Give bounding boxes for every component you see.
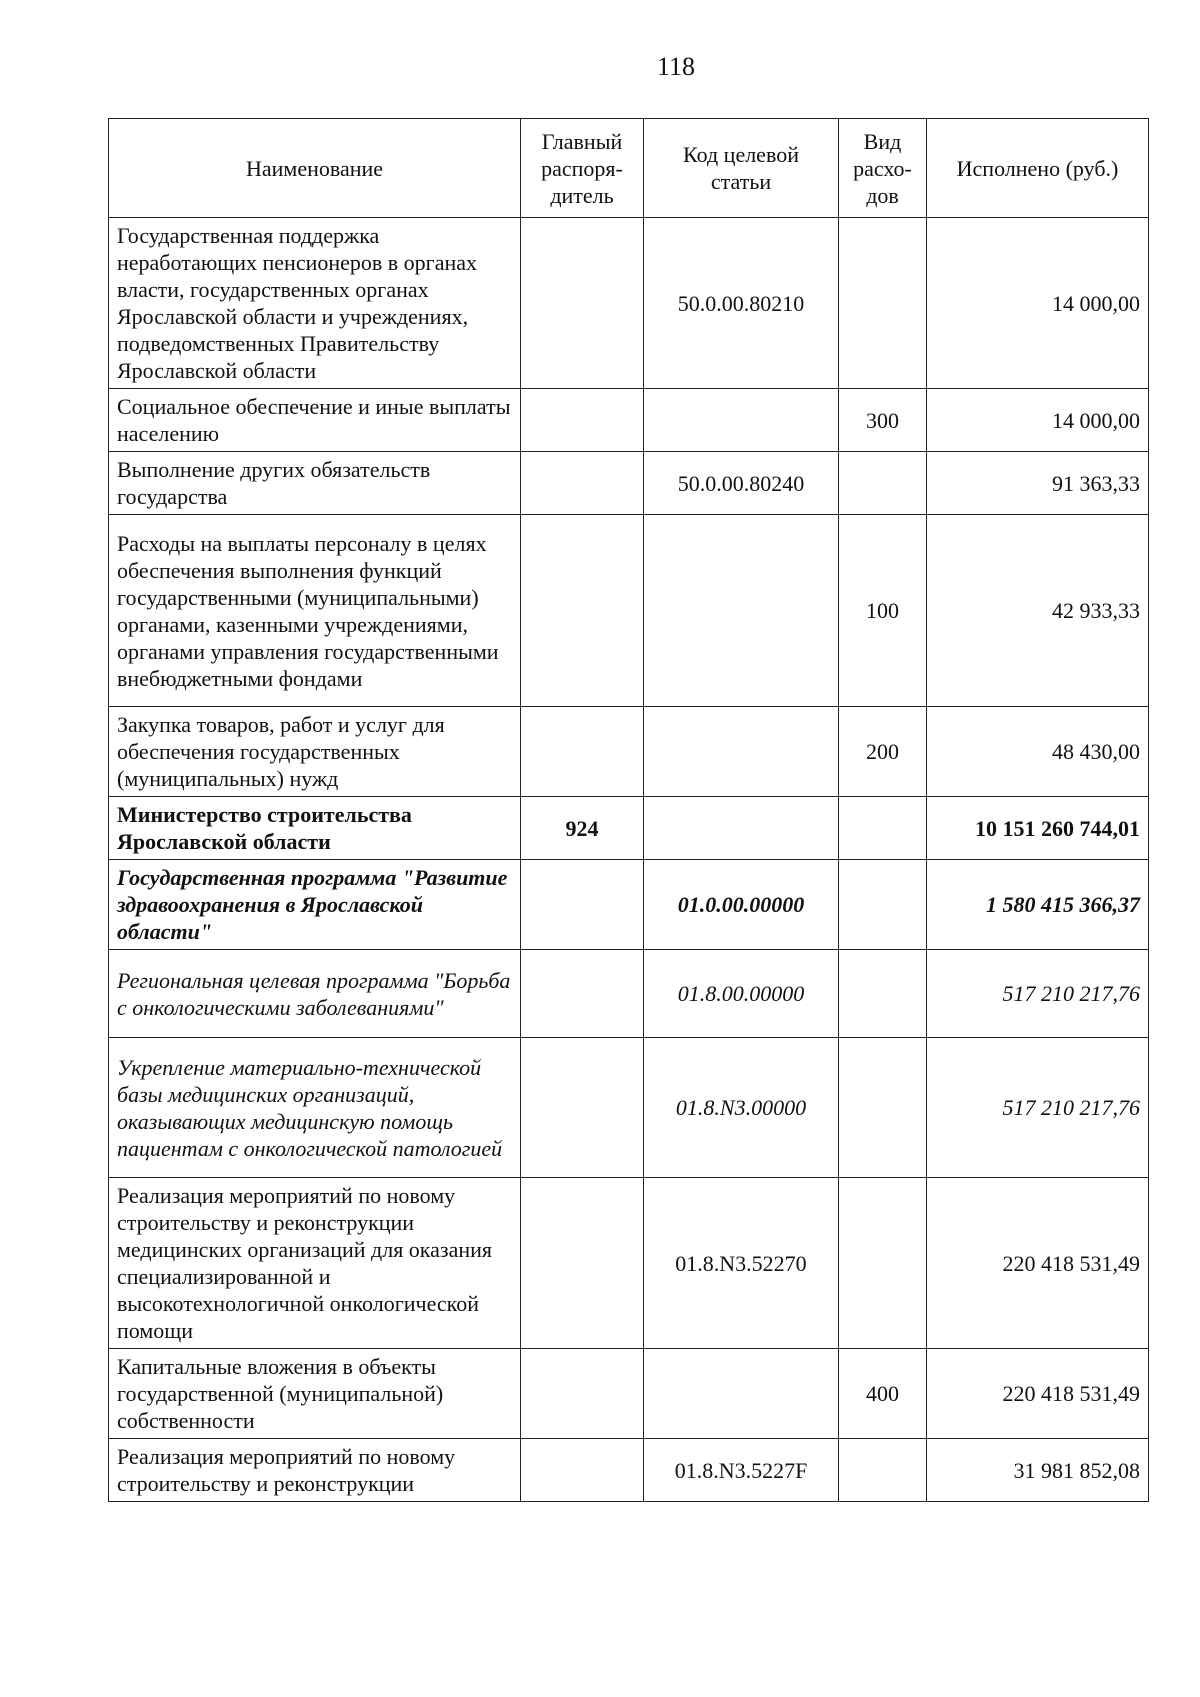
row-type [839, 452, 927, 515]
row-sum: 42 933,33 [927, 515, 1149, 707]
table-row [109, 860, 1149, 950]
row-code [644, 389, 839, 452]
row-sum: 220 418 531,49 [927, 1349, 1149, 1439]
row-name: Социальное обеспечение и иные выплаты населению [109, 389, 521, 452]
row-sum: 14 000,00 [927, 389, 1149, 452]
header-admin: Главный распоря-дитель [521, 119, 644, 218]
table-row [109, 1178, 1149, 1349]
row-sum: 10 151 260 744,01 [927, 797, 1149, 860]
row-name: Выполнение других обязательств государства [109, 452, 521, 515]
row-name: Реализация мероприятий по новому строительству и реконструкции [109, 1439, 521, 1502]
row-name: Реализация мероприятий по новому строительству и реконструкции медицинских организаций для оказания специализированной и высокотехнологичной онкологической помощи [109, 1178, 521, 1349]
row-type [839, 797, 927, 860]
row-code [644, 707, 839, 797]
row-admin [521, 515, 644, 707]
table-header-row [109, 119, 1149, 218]
row-admin [521, 860, 644, 950]
header-name: Наименование [109, 119, 521, 218]
row-sum: 517 210 217,76 [927, 950, 1149, 1038]
row-admin [521, 218, 644, 389]
row-admin [521, 452, 644, 515]
row-code [644, 797, 839, 860]
row-sum: 517 210 217,76 [927, 1038, 1149, 1178]
row-type [839, 860, 927, 950]
row-code [644, 515, 839, 707]
row-admin [521, 707, 644, 797]
row-type [839, 218, 927, 389]
row-name: Укрепление материально-технической базы медицинских организаций, оказывающих медицинскую помощь пациентам с онкологической патологией [109, 1038, 521, 1178]
row-sum: 1 580 415 366,37 [927, 860, 1149, 950]
row-code: 01.8.N3.52270 [644, 1178, 839, 1349]
header-sum: Исполнено (руб.) [927, 119, 1149, 218]
table-row [109, 1038, 1149, 1178]
row-sum: 48 430,00 [927, 707, 1149, 797]
row-type: 100 [839, 515, 927, 707]
row-type [839, 1439, 927, 1502]
row-code: 01.8.00.00000 [644, 950, 839, 1038]
table-row [109, 1349, 1149, 1439]
row-name: Капитальные вложения в объекты государственной (муниципальной) собственности [109, 1349, 521, 1439]
row-name: Государственная поддержка неработающих пенсионеров в органах власти, государственных органах Ярославской области и учреждениях, подведомственных Правительству Ярославской области [109, 218, 521, 389]
row-admin [521, 1439, 644, 1502]
row-name: Региональная целевая программа "Борьба с онкологическими заболеваниями" [109, 950, 521, 1038]
row-type: 300 [839, 389, 927, 452]
row-code: 50.0.00.80240 [644, 452, 839, 515]
row-name: Расходы на выплаты персоналу в целях обеспечения выполнения функций государственными (муниципальными) органами, казенными учреждениями, органами управления государственными внебюджетными фондами [109, 515, 521, 707]
row-admin [521, 1349, 644, 1439]
header-code: Код целевой статьи [644, 119, 839, 218]
row-admin: 924 [521, 797, 644, 860]
budget-execution-table [108, 118, 1149, 1502]
row-name: Министерство строительства Ярославской области [109, 797, 521, 860]
row-type [839, 1038, 927, 1178]
row-type [839, 1178, 927, 1349]
row-admin [521, 1178, 644, 1349]
row-code: 50.0.00.80210 [644, 218, 839, 389]
row-type: 200 [839, 707, 927, 797]
row-type: 400 [839, 1349, 927, 1439]
table-row [109, 218, 1149, 389]
header-type: Вид расхо-дов [839, 119, 927, 218]
table-row [109, 1439, 1149, 1502]
table-row [109, 707, 1149, 797]
row-sum: 31 981 852,08 [927, 1439, 1149, 1502]
row-sum: 14 000,00 [927, 218, 1149, 389]
row-admin [521, 950, 644, 1038]
row-admin [521, 1038, 644, 1178]
table-row [109, 452, 1149, 515]
row-code: 01.0.00.00000 [644, 860, 839, 950]
row-code [644, 1349, 839, 1439]
row-sum: 220 418 531,49 [927, 1178, 1149, 1349]
row-name: Закупка товаров, работ и услуг для обеспечения государственных (муниципальных) нужд [109, 707, 521, 797]
row-admin [521, 389, 644, 452]
table-row [109, 797, 1149, 860]
table-row [109, 389, 1149, 452]
table-row [109, 515, 1149, 707]
row-name: Государственная программа "Развитие здравоохранения в Ярославской области" [109, 860, 521, 950]
page-number: 118 [656, 52, 696, 81]
row-type [839, 950, 927, 1038]
table-row [109, 950, 1149, 1038]
row-sum: 91 363,33 [927, 452, 1149, 515]
row-code: 01.8.N3.5227F [644, 1439, 839, 1502]
row-code: 01.8.N3.00000 [644, 1038, 839, 1178]
